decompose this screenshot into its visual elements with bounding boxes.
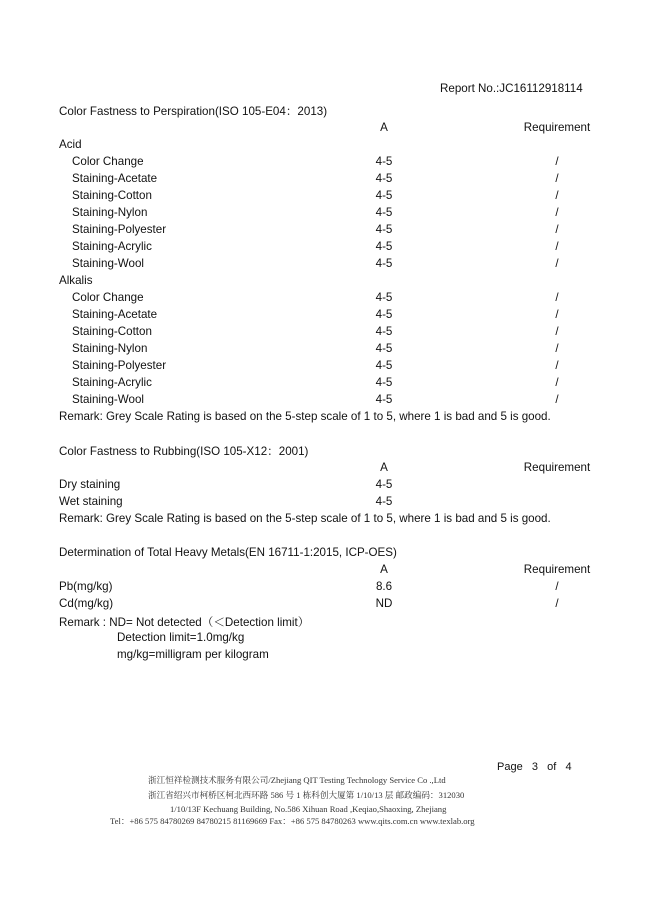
row-requirement: / [555, 580, 559, 593]
row-label: Staining-Acetate [72, 308, 158, 321]
row-label: Color Change [72, 291, 144, 304]
table-row [0, 291, 650, 308]
row-label: Staining-Cotton [72, 189, 152, 202]
section-title: Color Fastness to Perspiration(ISO 105-E04：2013) [59, 105, 328, 118]
row-value-a: 4-5 [375, 223, 393, 236]
row-value-a: 4-5 [375, 240, 393, 253]
row-label: Staining-Nylon [72, 206, 148, 219]
row-label: Staining-Acetate [72, 172, 158, 185]
row-value-a: 4-5 [375, 495, 393, 508]
table-row [0, 206, 650, 223]
table-row [0, 257, 650, 274]
row-value-a: 4-5 [375, 308, 393, 321]
column-a-header: A [380, 563, 388, 576]
row-label: Staining-Acrylic [72, 376, 152, 389]
page-label: Page [497, 761, 523, 773]
table-row [0, 597, 650, 614]
row-label: Staining-Cotton [72, 325, 152, 338]
row-requirement: / [555, 393, 559, 406]
row-value-a: ND [375, 597, 393, 610]
row-value-a: 4-5 [375, 206, 393, 219]
table-row [0, 478, 650, 495]
page-number [497, 761, 572, 773]
row-requirement: / [555, 240, 559, 253]
table-row [0, 308, 650, 325]
row-label: Staining-Wool [72, 393, 144, 406]
row-label: Color Change [72, 155, 144, 168]
column-a-header: A [380, 121, 388, 134]
row-label: Staining-Polyester [72, 359, 167, 372]
remark-line: Remark : ND= Not detected（＜Detection limit） [59, 616, 310, 629]
column-requirement-header: Requirement [523, 461, 591, 474]
row-value-a: 8.6 [375, 580, 393, 593]
row-value-a: 4-5 [375, 291, 393, 304]
row-requirement: / [555, 206, 559, 219]
section-title: Determination of Total Heavy Metals(EN 16711-1:2015, ICP-OES) [59, 546, 397, 559]
row-label: Dry staining [59, 478, 121, 491]
row-value-a: 4-5 [375, 325, 393, 338]
row-value-a: 4-5 [375, 376, 393, 389]
table-row [0, 495, 650, 512]
table-row [0, 189, 650, 206]
page-of: of [547, 761, 557, 773]
remark: Remark: Grey Scale Rating is based on the 5-step scale of 1 to 5, where 1 is bad and 5 is good. [59, 410, 551, 423]
column-requirement-header: Requirement [523, 121, 591, 134]
remark-line: Detection limit=1.0mg/kg [117, 631, 245, 644]
group-label: Alkalis [59, 274, 93, 287]
row-requirement: / [555, 257, 559, 270]
footer-contact: Tel：+86 575 84780269 84780215 81169669 Fax：+86 575 84780263 www.qits.com.cn www.texlab.org [110, 816, 475, 826]
remark: Remark: Grey Scale Rating is based on the 5-step scale of 1 to 5, where 1 is bad and 5 is good. [59, 512, 551, 525]
row-requirement: / [555, 291, 559, 304]
table-row [0, 223, 650, 240]
group-label: Acid [59, 138, 82, 151]
row-value-a: 4-5 [375, 155, 393, 168]
column-a-header: A [380, 461, 388, 474]
table-row [0, 325, 650, 342]
row-requirement: / [555, 172, 559, 185]
table-row [0, 393, 650, 410]
footer-address-cn: 浙江省绍兴市柯桥区柯北西环路 586 号 1 栋科创大厦第 1/10/13 层 邮政编码：312030 [148, 790, 465, 800]
table-row [0, 342, 650, 359]
page-current: 3 [531, 761, 538, 773]
row-value-a: 4-5 [375, 257, 393, 270]
row-value-a: 4-5 [375, 478, 393, 491]
column-requirement-header: Requirement [523, 563, 591, 576]
row-requirement: / [555, 223, 559, 236]
row-label: Cd(mg/kg) [59, 597, 114, 610]
table-row [0, 376, 650, 393]
row-value-a: 4-5 [375, 359, 393, 372]
row-requirement: / [555, 597, 559, 610]
row-requirement: / [555, 376, 559, 389]
table-row [0, 240, 650, 257]
page-total: 4 [565, 761, 572, 773]
row-label: Staining-Nylon [72, 342, 148, 355]
table-row [0, 580, 650, 597]
table-row [0, 359, 650, 376]
row-requirement: / [555, 155, 559, 168]
row-label: Wet staining [59, 495, 123, 508]
footer-address-en: 1/10/13F Kechuang Building, No.586 Xihuan Road ,Keqiao,Shaoxing, Zhejiang [170, 804, 447, 814]
report-number: Report No.:JC16112918114 [440, 82, 583, 95]
row-label: Pb(mg/kg) [59, 580, 113, 593]
row-requirement: / [555, 325, 559, 338]
column-header-row [0, 461, 650, 478]
section-title: Color Fastness to Rubbing(ISO 105-X12：2001) [59, 445, 309, 458]
row-label: Staining-Polyester [72, 223, 167, 236]
row-requirement: / [555, 342, 559, 355]
table-row [0, 172, 650, 189]
row-value-a: 4-5 [375, 189, 393, 202]
remark-line: mg/kg=milligram per kilogram [117, 648, 269, 661]
row-value-a: 4-5 [375, 393, 393, 406]
row-label: Staining-Acrylic [72, 240, 152, 253]
table-row [0, 155, 650, 172]
column-header-row [0, 563, 650, 580]
footer-company: 浙江恒祥检测技术服务有限公司/Zhejiang QIT Testing Technology Service Co .,Ltd [148, 775, 446, 785]
row-value-a: 4-5 [375, 342, 393, 355]
row-requirement: / [555, 359, 559, 372]
column-header-row [0, 121, 650, 138]
row-value-a: 4-5 [375, 172, 393, 185]
row-requirement: / [555, 308, 559, 321]
row-label: Staining-Wool [72, 257, 144, 270]
row-requirement: / [555, 189, 559, 202]
